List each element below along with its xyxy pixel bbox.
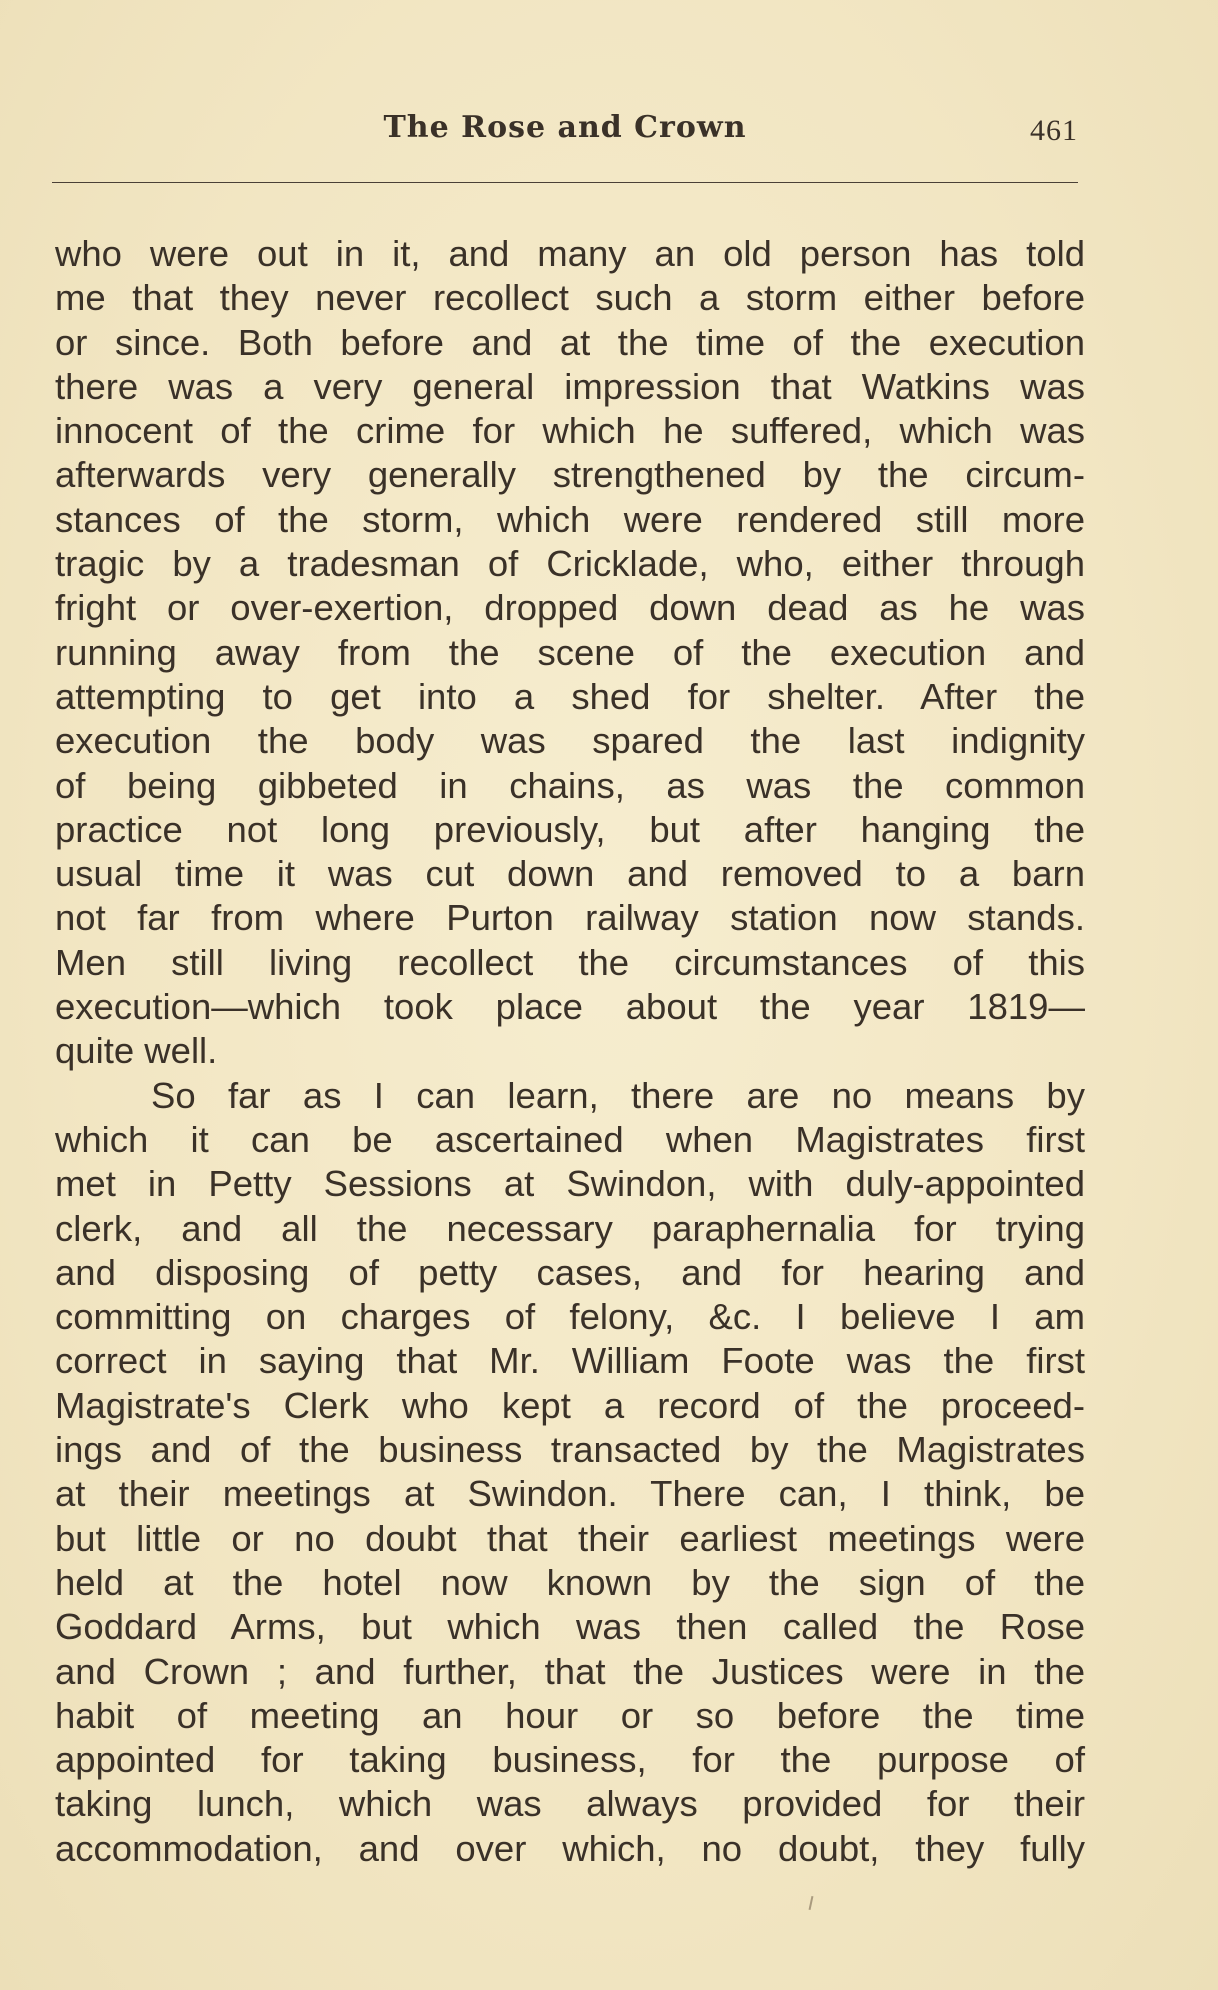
text-line: tragic by a tradesman of Cricklade, who, either through (55, 543, 1085, 585)
text-line: execution the body was spared the last indignity (55, 720, 1085, 762)
text-line: who were out in it, and many an old person has told (55, 233, 1085, 274)
text-line: met in Petty Sessions at Swindon, with duly-appointed (55, 1163, 1085, 1205)
body-text (55, 232, 1085, 1871)
text-line: fright or over-exertion, dropped down dead as he was (55, 587, 1085, 629)
text-line: but little or no doubt that their earliest meetings were (55, 1517, 1085, 1559)
header-rule (52, 182, 1078, 183)
text-line: and Crown ; and further, that the Justices were in the (55, 1650, 1085, 1692)
text-line: Men still living recollect the circumstances of this (55, 941, 1085, 983)
text-line: me that they never recollect such a storm either before (55, 277, 1085, 319)
text-line: Goddard Arms, but which was then called the Rose (55, 1606, 1085, 1648)
text-line: or since. Both before and at the time of the execution (55, 321, 1085, 363)
text-line: taking lunch, which was always provided for their (55, 1783, 1085, 1825)
running-head (52, 110, 1078, 166)
text-line: committing on charges of felony, &c. I believe I am (55, 1296, 1085, 1338)
text-line: clerk, and all the necessary paraphernalia for trying (55, 1207, 1085, 1249)
text-line: there was a very general impression that Watkins was (55, 365, 1085, 407)
text-line: not far from where Purton railway station now stands. (55, 897, 1085, 939)
page-number: 461 (1030, 114, 1078, 147)
running-title: The Rose and Crown (383, 110, 747, 145)
text-line: innocent of the crime for which he suffered, which was (55, 410, 1085, 452)
text-line: and disposing of petty cases, and for hearing and (55, 1251, 1085, 1293)
text-line: afterwards very generally strengthened by the circum- (55, 454, 1085, 496)
ink-speck (809, 1896, 814, 1910)
text-line: which it can be ascertained when Magistrates first (55, 1118, 1085, 1160)
text-line: correct in saying that Mr. William Foote was the first (55, 1340, 1085, 1382)
paragraph-start-line: So far as I can learn, there are no means by (151, 1074, 1085, 1116)
text-line: of being gibbeted in chains, as was the common (55, 764, 1085, 806)
text-line: running away from the scene of the execution and (55, 631, 1085, 673)
text-line: at their meetings at Swindon. There can, I think, be (55, 1473, 1085, 1515)
text-line: appointed for taking business, for the purpose of (55, 1739, 1085, 1781)
paragraph-end-line: quite well. (55, 1030, 218, 1072)
text-line: habit of meeting an hour or so before the time (55, 1694, 1085, 1736)
text-line: attempting to get into a shed for shelter. After the (55, 675, 1085, 717)
text-line: Magistrate's Clerk who kept a record of the proceed- (55, 1384, 1085, 1426)
text-line: held at the hotel now known by the sign of the (55, 1561, 1085, 1603)
text-line: ings and of the business transacted by the Magistrates (55, 1429, 1085, 1471)
text-line: stances of the storm, which were rendered still more (55, 498, 1085, 540)
text-line: practice not long previously, but after hanging the (55, 808, 1085, 850)
text-line: accommodation, and over which, no doubt, they fully (55, 1827, 1085, 1869)
text-line: usual time it was cut down and removed to a barn (55, 853, 1085, 895)
text-line: execution—which took place about the year 1819— (55, 986, 1085, 1028)
